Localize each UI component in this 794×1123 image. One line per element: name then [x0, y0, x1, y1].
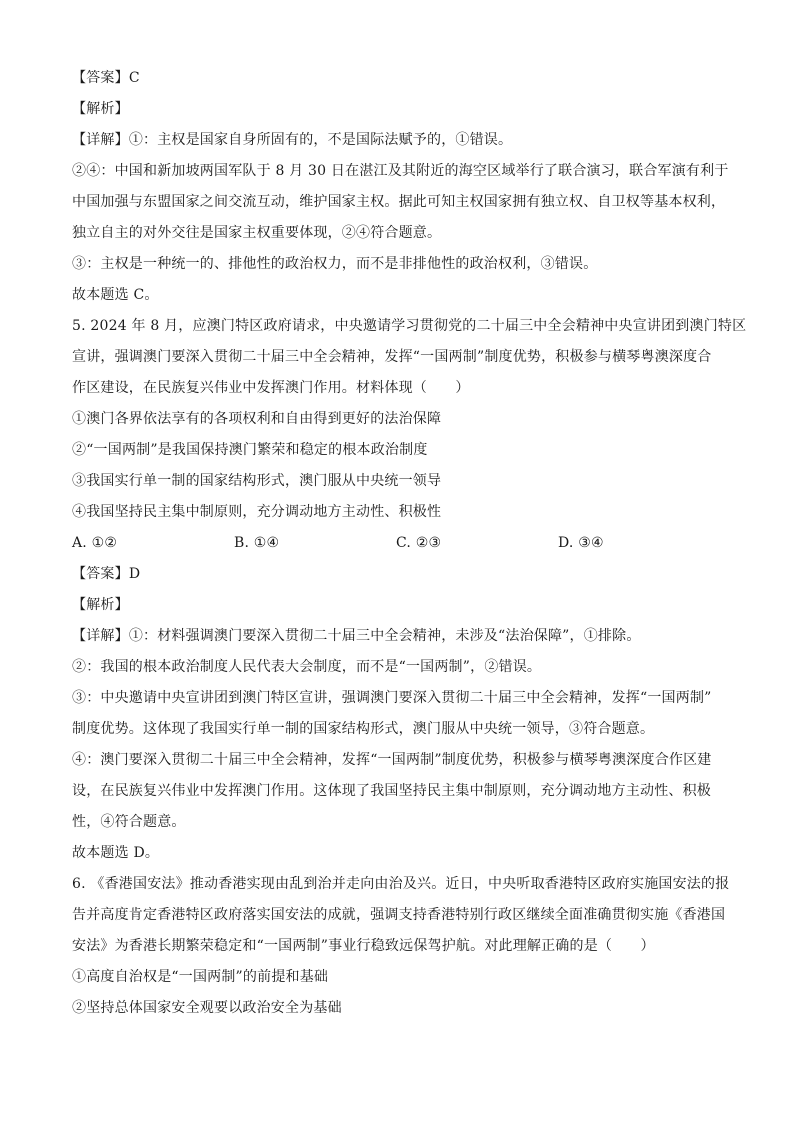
q4-detail-line-0: [72, 125, 722, 156]
q5-analysis-label: 【解析】: [72, 597, 129, 613]
detail-text: ①：主权是国家自身所固有的，不是国际法赋予的，①错误。: [128, 132, 513, 148]
answer-value: D: [128, 566, 141, 582]
answer-label: 【答案】: [72, 70, 129, 86]
q5-stem-line-0: 5. 2024 年 8 月，应澳门特区政府请求，中央邀请学习贯彻党的二十届三中全会精神中央宣讲团到澳门特区: [72, 318, 747, 334]
q4-detail-line-3: 独立自主的对外交往是国家主权重要体现，②④符合题意。: [72, 225, 442, 241]
q5-detail-line-6: 性，④符合题意。: [72, 814, 186, 830]
q4-analysis-label: 【解析】: [72, 101, 129, 117]
detail-label: 【详解】: [72, 628, 129, 644]
answer-label: 【答案】: [72, 566, 129, 582]
q5-detail-line-5: 设，在民族复兴伟业中发挥澳门作用。这体现了我国坚持民主集中制原则，充分调动地方主动性、积极: [72, 783, 711, 799]
q5-detail-line-4: ④：澳门要深入贯彻二十届三中全会精神，发挥“一国两制”制度优势，积极参与横琴粤澳深度合作区建: [72, 752, 712, 768]
detail-label: 【详解】: [72, 132, 129, 148]
q5-detail-line-2: ③：中央邀请中央宣讲团到澳门特区宣讲，强调澳门要深入贯彻二十届三中全会精神，发挥“一国两制”: [72, 690, 712, 706]
q5-statement-4: ④我国坚持民主集中制原则，充分调动地方主动性、积极性: [72, 504, 442, 520]
q6-stem-line-0: 6. 《香港国安法》推动香港实现由乱到治并走向由治及兴。近日，中央听取香港特区政府实施国安法的报: [72, 876, 730, 892]
q4-detail-line-4: ③：主权是一种统一的、排他性的政治权力，而不是非排他性的政治权利，③错误。: [72, 256, 598, 272]
q5-detail-line-0: [72, 621, 722, 652]
option-b: B. ①④: [234, 535, 280, 551]
option-c: C. ②③: [396, 535, 442, 551]
detail-text: ①：材料强调澳门要深入贯彻二十届三中全会精神，未涉及“法治保障”，①排除。: [128, 628, 641, 644]
answer-value: C: [128, 70, 140, 86]
q6-stem-line-1: 告并高度肯定香港特区政府落实国安法的成就，强调支持香港特别行政区继续全面准确贯彻实施《香港国: [72, 907, 726, 923]
q5-statement-1: ①澳门各界依法享有的各项权利和自由得到更好的法治保障: [72, 411, 442, 427]
q5-stem-line-2: 作区建设，在民族复兴伟业中发挥澳门作用。材料体现（ ）: [72, 380, 470, 396]
exam-page: [72, 63, 747, 1024]
q5-statement-3: ③我国实行单一制的国家结构形式，澳门服从中央统一领导: [72, 473, 442, 489]
q5-conclusion: 故本题选 D。: [72, 845, 160, 861]
q6-statement-2: ②坚持总体国家安全观要以政治安全为基础: [72, 1000, 342, 1016]
q6-statement-1: ①高度自治权是“一国两制”的前提和基础: [72, 969, 329, 985]
q4-detail-line-1: ②④：中国和新加坡两国军队于 8 月 30 日在湛江及其附近的海空区域举行了联合演习，联合军演有利于: [72, 163, 729, 179]
q4-answer: [72, 63, 722, 94]
option-a: A. ①②: [72, 535, 118, 551]
q5-answer: [72, 559, 722, 590]
q5-detail-line-1: ②：我国的根本政治制度人民代表大会制度，而不是“一国两制”，②错误。: [72, 659, 542, 675]
q5-stem-line-1: 宣讲，强调澳门要深入贯彻二十届三中全会精神，发挥“一国两制”制度优势，积极参与横琴粤澳深度合: [72, 349, 712, 365]
q5-detail-line-3: 制度优势。这体现了我国实行单一制的国家结构形式，澳门服从中央统一领导，③符合题意。: [72, 721, 655, 737]
q5-statement-2: ②“一国两制”是我国保持澳门繁荣和稳定的根本政治制度: [72, 442, 428, 458]
q5-options: [72, 528, 722, 559]
option-d: D. ③④: [558, 535, 604, 551]
q4-detail-line-2: 中国加强与东盟国家之间交流互动，维护国家主权。据此可知主权国家拥有独立权、自卫权等基本权利，: [72, 194, 726, 210]
q4-conclusion: 故本题选 C。: [72, 287, 159, 303]
q6-stem-line-2: 安法》为香港长期繁荣稳定和“一国两制”事业行稳致远保驾护航。对此理解正确的是（ ）: [72, 938, 655, 954]
